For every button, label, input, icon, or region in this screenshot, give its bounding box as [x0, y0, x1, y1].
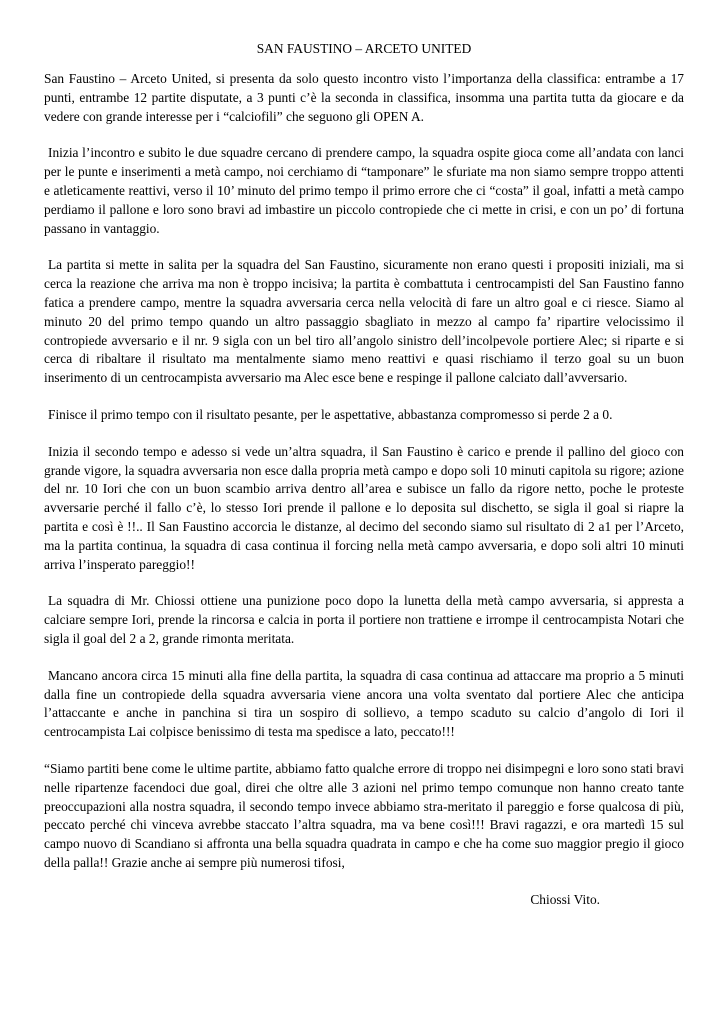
paragraph-free-kick: La squadra di Mr. Chiossi ottiene una punizione poco dopo la lunetta della metà campo avversaria, si appresta a calciare sempre Iori, prende la rincorsa e calcia in porta il portiere non trattiene e irrompe il centrocampista Notari che sigla il goal del 2 a 2, grande rimonta meritata. — [44, 593, 684, 646]
paragraph-half-time: Finisce il primo tempo con il risultato pesante, per le aspettative, abbastanza compromesso si perde 2 a 0. — [48, 406, 613, 422]
author-signature: Chiossi Vito. — [530, 891, 600, 907]
paragraph-coach-quote: “Siamo partiti bene come le ultime partite, abbiamo fatto qualche errore di troppo nei disimpegni e loro sono stati bravi nelle ripartenze facendoci due goal, direi che oltre alle 3 azioni nel primo tempo comunque non hanno creato tante preoccupazioni alla nostra squadra, il secondo tempo invece abbiamo stra-meritato il pareggio e forse qualcosa di più, peccato perché chi vinceva avrebbe staccato l’altra squadra, ma va bene così!!! Bravi ragazzi, e ora martedì 15 sul campo nuovo di Scandiano si affronta una bella squadra quadrata in campo e che ha come suo maggior pregio il gioco della palla!! Grazie anche ai sempre più numerosi tifosi, — [44, 760, 684, 870]
document-title: SAN FAUSTINO – ARCETO UNITED — [256, 41, 472, 56]
document-body — [44, 40, 684, 909]
paragraph-final-minutes: Mancano ancora circa 15 minuti alla fine della partita, la squadra di casa continua ad attaccare ma proprio a 5 minuti dalla fine un contropiede della squadra avversaria viene ancora una volta sventato dal portiere Alec che anticipa l’attaccante e anche in panchina si tira un sospiro di sollievo, a tempo scaduto su calcio d’angolo di Iori il centrocampista Lai colpisce benissimo di testa ma spedisce a lato, peccato!!! — [44, 667, 684, 740]
paragraph-match-start: Inizia l’incontro e subito le due squadre cercano di prendere campo, la squadra ospite gioca come all’andata con lanci per le punte e inserimenti a metà campo, noi cerchiamo di “tamponare” le sfuriate ma non siamo sempre troppo attenti e atleticamente reattivi, verso il 10’ minuto del primo tempo il primo errore che ci “costa” il goal, infatti a metà campo perdiamo il pallone e loro sono bravi ad imbastire un piccolo contropiede che ci mette in crisi, e con un po’ di fortuna passano in vantaggio. — [44, 145, 684, 236]
paragraph-second-half: Inizia il secondo tempo e adesso si vede un’altra squadra, il San Faustino è carico e prende il pallino del gioco con grande vigore, la squadra avversaria non esce dalla propria metà campo e dopo soli 10 minuti capitola su rigore; azione del nr. 10 Iori che con un buon scambio arriva dentro all’area e subisce un fallo da rigore netto, poche le proteste avversarie perché il fallo c’è, lo stesso Iori prende il pallone e lo deposita sul dischetto, se sigla il goal si riapre la partita e così è !!.. Il San Faustino accorcia le distanze, al decimo del secondo siamo sul risultato di 2 a1 per l’Arceto, ma la partita continua, la squadra di casa continua il forcing nella metà campo avversaria, e dopo soli altri 10 minuti arriva l’insperato pareggio!! — [44, 443, 684, 572]
paragraph-intro: San Faustino – Arceto United, si presenta da solo questo incontro visto l’importanza della classifica: entrambe a 17 punti, entrambe 12 partite disputate, a 3 punti c’è la seconda in classifica, insomma una partita tutta da giocare e da vedere con grande interesse per i “calciofili” che seguono gli OPEN A. — [44, 71, 684, 124]
paragraph-first-half: La partita si mette in salita per la squadra del San Faustino, sicuramente non erano questi i propositi iniziali, ma si cerca la reazione che arriva ma non è troppo incisiva; la partita è combattuta i centrocampisti del San Faustino fanno fatica a prendere campo, mentre la squadra avversaria cerca nella velocità di fare un altro goal e ci riesce. Siamo al minuto 20 del primo tempo quando un altro passaggio sbagliato in mezzo al campo fa’ ripartire velocissimo il contropiede avversario e il nr. 9 sigla con un bel tiro all’angolo sinistro dell’incolpevole portiere Alec; si riparte e si cerca di ribaltare il risultato ma mentalmente siamo meno reattivi e quasi rischiamo il terzo goal su un buon inserimento di un centrocampista avversario ma Alec esce bene e respinge il pallone calciato dall’avversario. — [44, 257, 684, 386]
